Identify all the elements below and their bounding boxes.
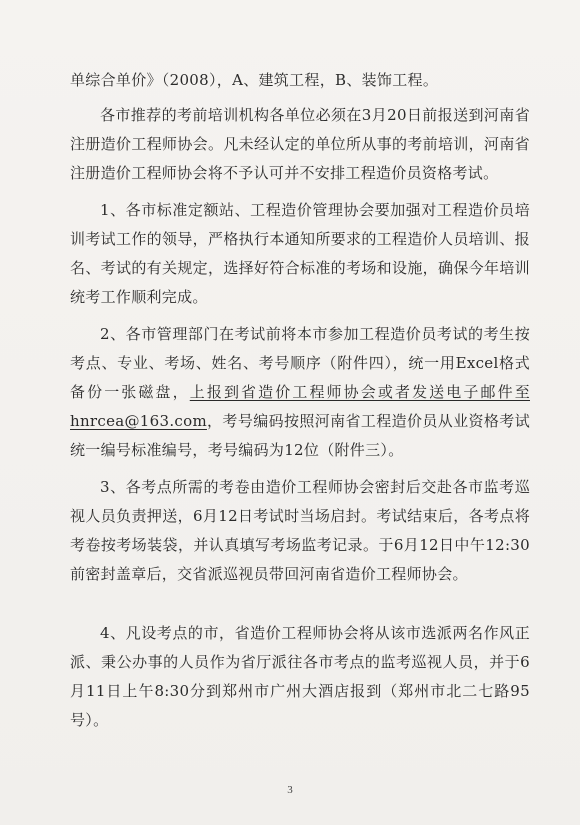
paragraph-3-part-c: ，考号编码按照河南省工程造价员从业资格考试统一编号标准编号，考号编码为12位（附件三）。 (70, 412, 530, 459)
page-number: 3 (287, 784, 293, 796)
paragraph-4: 3、各考点所需的考卷由造价工程师协会密封后交赴各市监考巡视人员负责押送，6月12日考试时当场启封。考试结束后，各考点将考卷按考场装袋，并认真填写考场监考记录。于6月12日中午12:30前密封盖章后，交省派巡视员带回河南省造价工程师协会。 (70, 478, 530, 583)
document-body (70, 66, 530, 735)
paragraph-3 (70, 320, 530, 465)
paragraph-3-underlined: 上报到省造价工程师协会或者发送电子邮件至hnrcea@163.com (70, 383, 530, 430)
paragraph-0: 单综合单价》（2008），A、建筑工程，B、装饰工程。 (70, 71, 439, 89)
paragraph-1: 各市推荐的考前培训机构各单位必须在3月20日前报送到河南省注册造价工程师协会。凡未经认定的单位所从事的考前培训，河南省注册造价工程师协会将不予认可并不安排工程造价员资格考试。 (70, 106, 530, 182)
paragraph-3-part-a: 2、各市管理部门在考试前将本市参加工程造价员考试的考生按考点、专业、考场、姓名、考号顺序（附件四），统一用Excel格式备份一张磁盘， (70, 325, 530, 401)
paragraph-2: 1、各市标准定额站、工程造价管理协会要加强对工程造价员培训考试工作的领导，严格执行本通知所要求的工程造价人员培训、报名、考试的有关规定，选择好符合标准的考场和设施，确保今年培训统考工作顺利完成。 (70, 201, 530, 306)
paragraph-5: 4、凡设考点的市，省造价工程师协会将从该市选派两名作风正派、秉公办事的人员作为省厅派往各市考点的监考巡视人员，并于6月11日上午8:30分到郑州市广州大酒店报到（郑州市北二七路95号）。 (70, 624, 530, 729)
